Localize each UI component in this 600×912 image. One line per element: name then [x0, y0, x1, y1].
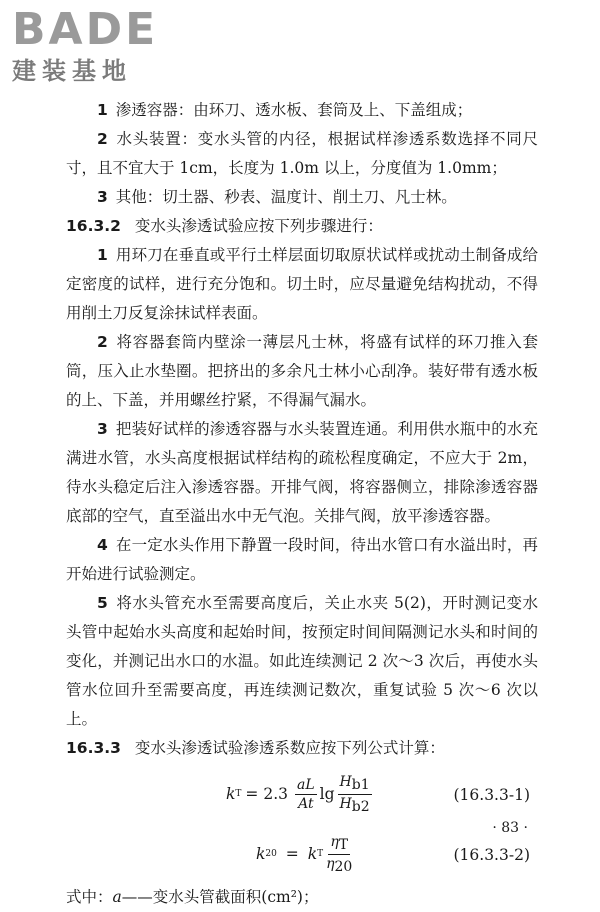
- formula-label: (16.3.3-1): [453, 786, 530, 804]
- step-5: [66, 589, 538, 734]
- where-clause: [66, 883, 538, 912]
- fraction-head-ratio: [338, 773, 372, 816]
- item-number: 1: [97, 101, 108, 119]
- step-number: 1: [97, 246, 108, 264]
- item-text: 渗透容器：由环刀、透水板、套筒及上、下盖组成；: [115, 101, 473, 119]
- var-eta-subscript: T: [338, 837, 349, 853]
- document-body: [66, 96, 538, 912]
- var-eta-subscript: 20: [334, 859, 353, 875]
- item-number: 2: [97, 130, 108, 148]
- formula-16-3-3-2: [66, 825, 538, 883]
- equals-sign: =: [280, 845, 304, 863]
- step-number: 4: [97, 536, 108, 554]
- equals-coefficient: = 2.3: [245, 785, 288, 803]
- section-heading: 变水头渗透试验渗透系数应按下列公式计算：: [134, 739, 445, 757]
- item-number: 3: [97, 188, 108, 206]
- step-text: 把装好试样的渗透容器与水头装置连通。利用供水瓶中的水充满进水管，水头高度根据试样结构的疏松程度确定，不应大于 2m，待水头稳定后注入渗透容器。开排气阀，将容器侧立，排除渗透容器底部的空气，直至溢出水中无气泡。关排气阀，放平渗透容器。: [66, 420, 538, 525]
- step-4: [66, 531, 538, 589]
- step-text: 将水头管充水至需要高度后，关止水夹 5(2)，开时测记变水头管中起始水头高度和起始时间，按预定时间间隔测记水头和时间的变化，并测记出水口的水温。如此连续测记 2 次～3 次后，再使水头管水位回升至需要高度，再连续测记数次，重复试验 5 次～6 次以上。: [66, 594, 538, 728]
- where-definition: ——变水头管截面积(cm²)；: [121, 888, 319, 906]
- item-text: 其他：切土器、秒表、温度计、削土刀、凡士林。: [115, 188, 457, 206]
- step-number: 5: [97, 594, 108, 612]
- section-heading: 变水头渗透试验应按下列步骤进行：: [134, 217, 383, 235]
- section-number: 16.3.3: [66, 739, 121, 757]
- formula-expression: [256, 833, 355, 876]
- step-3: [66, 415, 538, 531]
- item-1: [66, 96, 538, 125]
- logo-subtitle: 建装基地: [12, 57, 132, 85]
- var-eta: η: [326, 856, 335, 872]
- where-variable: a: [112, 888, 122, 906]
- var-k: k: [256, 845, 266, 863]
- var-h-subscript: b1: [351, 777, 370, 793]
- fraction-denominator: [326, 855, 352, 876]
- var-k-subscript: 20: [265, 849, 277, 859]
- fraction-numerator: aL: [297, 777, 315, 793]
- fraction-numerator: [328, 833, 350, 855]
- var-eta: η: [330, 834, 339, 850]
- fraction-aL-At: [295, 776, 317, 813]
- fraction-viscosity-ratio: [326, 833, 352, 876]
- step-number: 2: [97, 333, 108, 351]
- step-text: 在一定水头作用下静置一段时间，待出水管口有水溢出时，再开始进行试验测定。: [66, 536, 538, 583]
- item-3: [66, 183, 538, 212]
- var-k-subscript: T: [317, 849, 324, 859]
- formula-label: (16.3.3-2): [453, 846, 530, 864]
- bade-logo: [12, 6, 182, 86]
- section-16-3-2: [66, 212, 538, 241]
- var-h: H: [339, 796, 352, 812]
- log-operator: lg: [319, 785, 335, 803]
- fraction-numerator: [338, 773, 372, 795]
- fraction-denominator: [340, 795, 370, 816]
- var-k: k: [307, 845, 318, 863]
- step-1: [66, 241, 538, 328]
- item-text: 水头装置：变水头管的内径，根据试样渗透系数选择不同尺寸，且不宜大于 1cm，长度为 1.0m 以上，分度值为 1.0mm；: [66, 130, 538, 177]
- formula-expression: [226, 773, 375, 816]
- where-prefix: 式中：: [66, 888, 113, 906]
- var-k-subscript: T: [235, 789, 242, 799]
- var-h: H: [339, 774, 352, 790]
- step-2: [66, 328, 538, 415]
- step-text: 用环刀在垂直或平行土样层面切取原状试样或扰动土制备成给定密度的试样，进行充分饱和。切土时，应尽量避免结构扰动，不得用削土刀反复涂抹试样表面。: [66, 246, 538, 322]
- page-number: · 83 ·: [492, 820, 528, 836]
- item-2: [66, 125, 538, 183]
- step-text: 将容器套筒内壁涂一薄层凡士林，将盛有试样的环刀推入套筒，压入止水垫圈。把挤出的多余凡士林小心刮净。装好带有透水板的上、下盖，并用螺丝拧紧，不得漏气漏水。: [66, 333, 538, 409]
- logo-wordmark: BADE: [12, 4, 159, 55]
- section-number: 16.3.2: [66, 217, 121, 235]
- section-16-3-3: [66, 734, 538, 763]
- fraction-denominator: At: [298, 796, 314, 812]
- var-h-subscript: b2: [351, 799, 370, 815]
- var-k: k: [226, 785, 236, 803]
- step-number: 3: [97, 420, 108, 438]
- formula-16-3-3-1: [66, 765, 538, 823]
